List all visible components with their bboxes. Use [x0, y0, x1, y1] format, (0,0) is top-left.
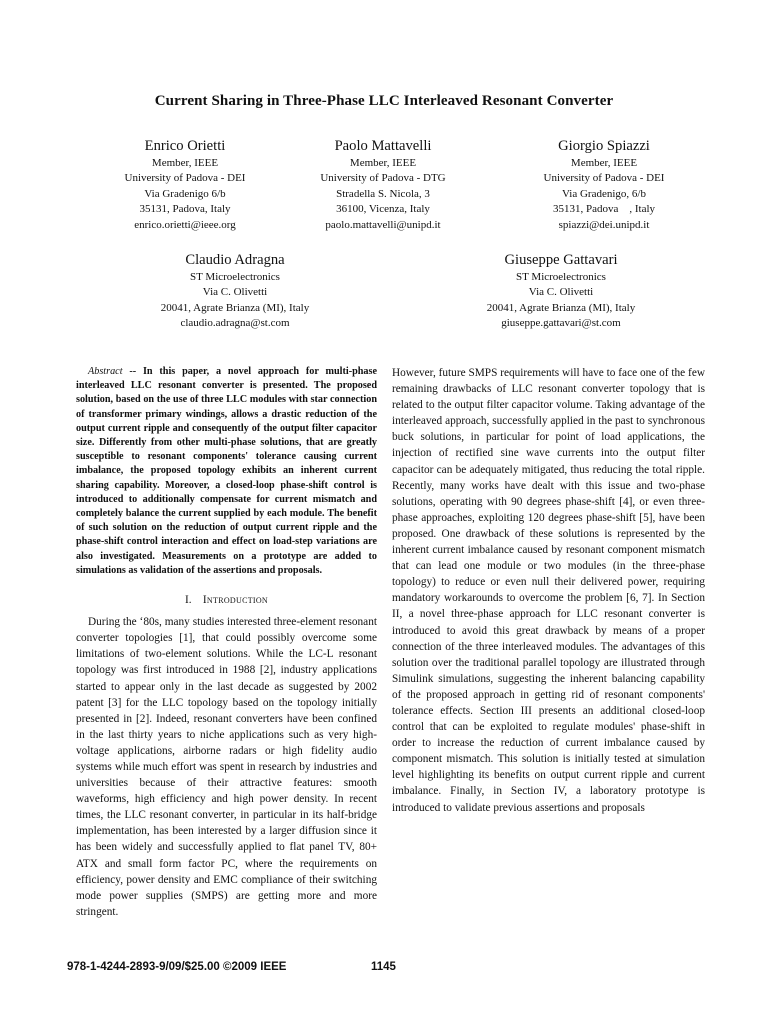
- left-column: [76, 365, 377, 920]
- author-name: Paolo Mattavelli: [334, 138, 432, 154]
- section-number: I.: [184, 594, 192, 607]
- author-affiliation-line: ST Microelectronics: [516, 271, 606, 283]
- paper-title: Current Sharing in Three-Phase LLC Interleaved Resonant Converter: [154, 93, 614, 109]
- author-affiliation-line: Via Gradenigo 6/b: [144, 187, 226, 200]
- author-block: [504, 136, 704, 233]
- author-email: paolo.mattavelli@unipd.it: [325, 218, 441, 231]
- footer-page-number: 1145: [371, 961, 396, 973]
- author-affiliation-line: University of Padova - DTG: [320, 172, 446, 185]
- author-name: Enrico Orietti: [144, 138, 226, 154]
- author-email: giuseppe.gattavari@st.com: [501, 317, 621, 330]
- abstract-label: Abstract: [88, 366, 123, 377]
- author-affiliation-line: Member, IEEE: [570, 157, 638, 169]
- author-email: spiazzi@dei.unipd.it: [558, 218, 650, 231]
- abstract: [76, 365, 377, 578]
- author-block: [110, 250, 360, 332]
- author-block: [436, 250, 686, 332]
- author-affiliation-line: 35131, Padova, Italy: [139, 203, 231, 216]
- author-affiliation-line: 20041, Agrate Brianza (MI), Italy: [160, 301, 310, 314]
- author-name: Giuseppe Gattavari: [504, 252, 618, 268]
- author-affiliation-line: University of Padova - DEI: [124, 172, 246, 185]
- author-block: [85, 136, 285, 233]
- author-affiliation-line: 20041, Agrate Brianza (MI), Italy: [486, 301, 636, 314]
- author-name: Claudio Adragna: [185, 252, 285, 268]
- author-affiliation-line: Via C. Olivetti: [202, 286, 268, 299]
- author-email: enrico.orietti@ieee.org: [134, 218, 236, 231]
- author-affiliation-line: ST Microelectronics: [190, 271, 280, 283]
- abstract-text: -- In this paper, a novel approach for multi-phase interleaved LLC resonant converter is presented. The proposed solution, based on the use of three LLC modules with star connection of transformer primary windings, allows a drastic reduction of the output current ripple and consequently of the output filter capacitor size. Differently from other multi-phase solutions, that are greatly susceptible to resonant components' tolerance causing current imbalance, the proposed topology exhibits an inherent current sharing capability. Moreover, a closed-loop phase-shift control is introduced to additionally compensate for current mismatch and completely balance the current supplied by each module. The benefit of such solution on the reduction of output current ripple and the phase-shift control interaction and effect on load-step variations are also investigated. Measurements on a prototype are added to simulations as validation of the assertions and proposals.: [76, 366, 377, 576]
- right-column: [392, 365, 705, 816]
- section-title: Introduction: [202, 594, 269, 607]
- author-block: [268, 136, 498, 233]
- author-affiliation-line: 35131, Padova , Italy: [552, 203, 656, 216]
- author-affiliation-line: University of Padova - DEI: [543, 172, 665, 185]
- author-name: Giorgio Spiazzi: [558, 138, 650, 154]
- author-affiliation-line: Stradella S. Nicola, 3: [336, 187, 430, 200]
- author-affiliation-line: Member, IEEE: [151, 157, 219, 169]
- intro-paragraph-right: However, future SMPS requirements will have to face one of the few remaining drawbacks of LLC resonant converter topology that is related to the output filter capacitor volume. Taking advantage of the interleaved approach, successfully applied in the past to synchronous buck solutions, in particular for point of load applications, the injection of rectified sine wave currents into the output filter capacitor can be adequately mitigated, thus reducing the total ripple. Recently, many works have dealt with this issue and two-phase solutions, operating with 90 degrees phase-shift [4], or even three-phase approaches, exploiting 120 degrees phase-shift [5], have been proposed. One drawback of these solutions is represented by the inherent current imbalance caused by resonant component mismatch that can lead one module or two modules (in the three-phase topology) to reduce or even null their delivered power, requiring mandatory workarounds to overcome the problem [6, 7]. In Section II, a novel three-phase approach for LLC resonant converter is introduced to avoid this great drawback by means of a proper connection of the three interleaved modules. The advantages of this solution over the traditional parallel topology are illustrated through Simulink simulations, suggesting the inherent balancing capability of the proposed approach in getting rid of resonant components' tolerance effects. Section III presents an additional closed-loop control that can be exploited to regulate modules' phase-shift in order to increase the reduction of current imbalance caused by component mismatch. This solution is initially tested at simulation level highlighting its benefits on output current ripple and current imbalance. Finally, in Section IV, a laboratory prototype is introduced to validate previous assertions and proposals: [392, 367, 705, 814]
- footer-isbn: 978-1-4244-2893-9/09/$25.00 ©2009 IEEE: [67, 961, 287, 973]
- author-affiliation-line: Member, IEEE: [349, 157, 417, 169]
- author-affiliation-line: Via C. Olivetti: [528, 286, 594, 299]
- section-heading: [76, 592, 377, 608]
- author-affiliation-line: 36100, Vicenza, Italy: [336, 203, 430, 216]
- author-affiliation-line: Via Gradenigo, 6/b: [562, 187, 646, 200]
- author-email: claudio.adragna@st.com: [180, 317, 290, 330]
- intro-paragraph-left: During the ‘80s, many studies interested three-element resonant converter topologies [1], that could possibly overcome some limitations of two-element solutions. While the LC-L resonant topology was first introduced in 1988 [2], industry applications started to appear only in the last decade as suggested by 2002 patent [3] for the LLC topology based on the topology initially presented in [2]. Indeed, resonant converters have been confined in the last thirty years to niche applications such as very high-voltage applications, airborne radars or high fidelity audio systems while much effort was spent in research by industries and universities because of their attractive features: smooth waveforms, high efficiency and high power density. In recent times, the LLC resonant converter, in particular in its half-bridge implementation, has been interested by a larger diffusion since it has been widely and successfully applied to flat panel TV, 80+ ATX and small form factor PC, where the requirements on efficiency, power density and EMC compliance of their switching mode power supplies (SMPS) are getting more and more stringent.: [76, 616, 377, 918]
